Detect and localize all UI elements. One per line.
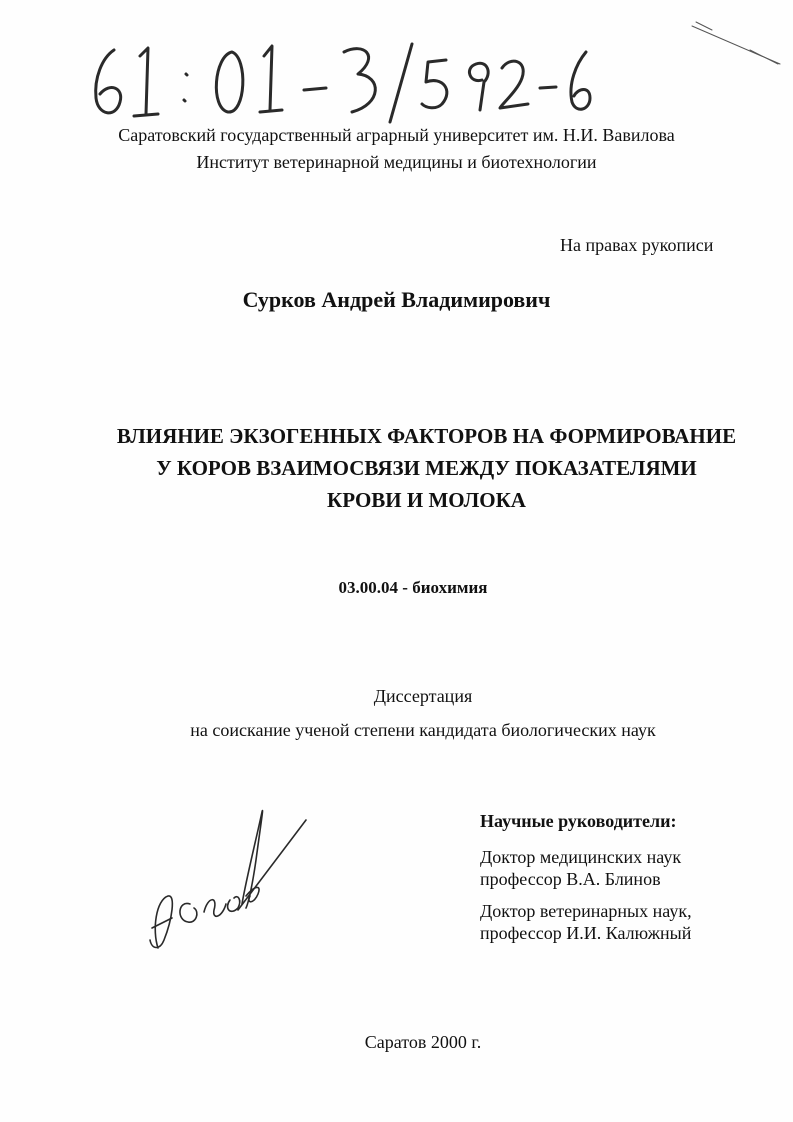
supervisor-entry — [480, 900, 780, 944]
pencil-marks-decoration — [690, 20, 785, 70]
supervisors-heading: Научные руководители: — [480, 811, 677, 831]
title-line: ВЛИЯНИЕ ЭКЗОГЕННЫХ ФАКТОРОВ НА ФОРМИРОВАНИЕ — [116, 424, 737, 448]
supervisor-degree: Доктор ветеринарных наук, — [480, 901, 692, 921]
author-name: Сурков Андрей Владимирович — [242, 287, 551, 312]
supervisors-block — [480, 810, 780, 954]
document-type: Диссертация — [373, 686, 473, 706]
supervisor-degree: Доктор медицинских наук — [480, 847, 682, 867]
supervisor-entry — [480, 846, 780, 890]
supervisor-name: профессор В.А. Блинов — [480, 869, 661, 889]
title-line: У КОРОВ ВЗАИМОСВЯЗИ МЕЖДУ ПОКАЗАТЕЛЯМИ — [156, 456, 697, 480]
supervisor-name: профессор И.И. Калюжный — [480, 923, 692, 943]
manuscript-rights-note: На правах рукописи — [560, 235, 714, 255]
institute-name: Институт ветеринарной медицины и биотехнологии — [196, 152, 597, 172]
specialty-code: 03.00.04 - биохимия — [338, 578, 488, 597]
archive-code-handwritten — [82, 38, 602, 128]
place-and-year: Саратов 2000 г. — [364, 1032, 482, 1052]
dissertation-title — [60, 420, 793, 516]
university-name: Саратовский государственный аграрный университет им. Н.И. Вавилова — [118, 125, 675, 145]
title-line: КРОВИ И МОЛОКА — [327, 488, 526, 512]
author-signature — [138, 800, 308, 960]
degree-statement: на соискание ученой степени кандидата биологических наук — [190, 720, 656, 740]
